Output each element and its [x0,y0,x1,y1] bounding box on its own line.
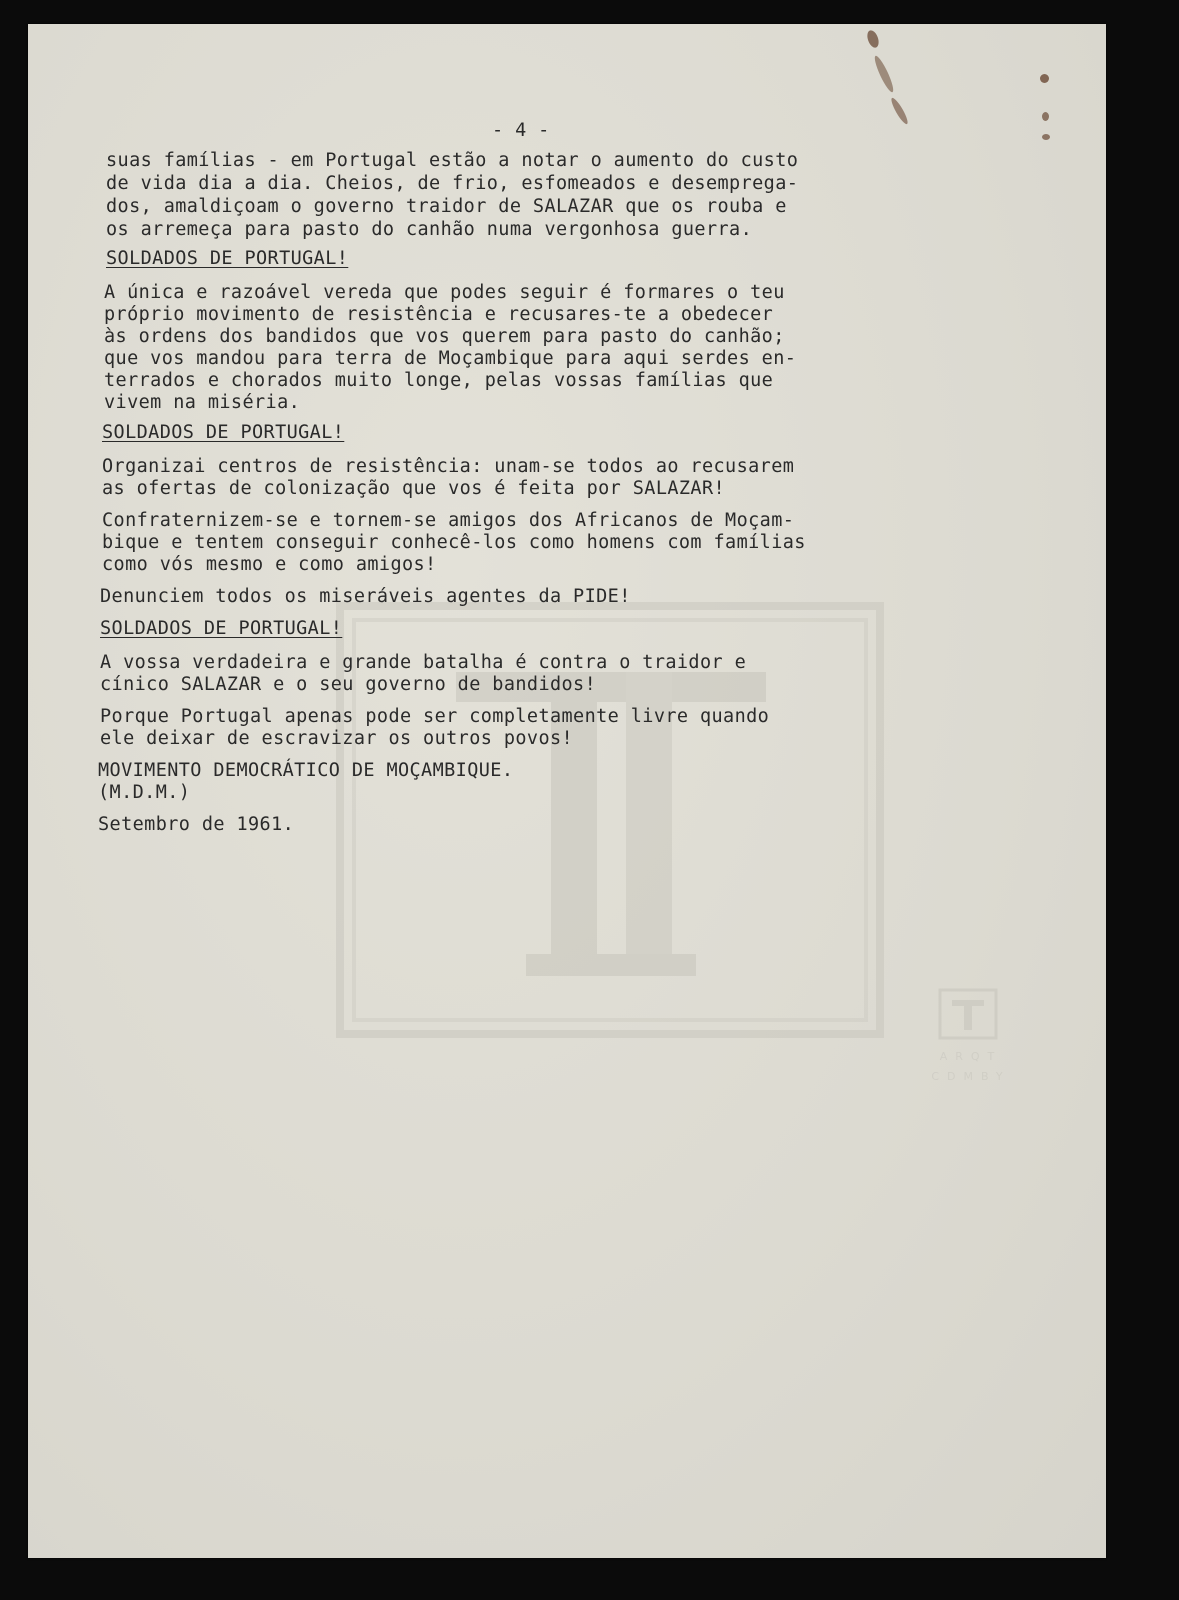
stamp-text-2: CDMBY [931,1070,1011,1083]
body-line: dos, amaldiçoam o governo traidor de SALAZAR que os rouba e [106,196,787,217]
rust-stain [1042,112,1049,121]
body-line: os arremeça para pasto do canhão numa vergonhosa guerra. [106,219,753,240]
rust-stain [1040,74,1049,83]
section-heading: SOLDADOS DE PORTUGAL! [106,248,349,269]
rust-stain [1042,134,1050,140]
body-line: A única e razoável vereda que podes seguir é formares o teu [104,282,785,303]
body-line: às ordens dos bandidos que vos querem para pasto do canhão; [104,326,785,347]
body-line: Confraternizem-se e tornem-se amigos dos Africanos de Moçam- [102,510,795,531]
document-date: Setembro de 1961. [98,814,295,835]
rust-stain [889,96,910,125]
body-line: bique e tentem conseguir conhecê-los como homens com famílias [102,532,806,553]
body-line: próprio movimento de resistência e recusares-te a obedecer [104,304,774,325]
body-line: as ofertas de colonização que vos é feita por SALAZAR! [102,478,726,499]
document-page [28,24,1106,1558]
body-line: como vós mesmo e como amigos! [102,554,437,575]
signature-organization: MOVIMENTO DEMOCRÁTICO DE MOÇAMBIQUE. [98,760,514,781]
body-line: Organizai centros de resistência: unam-se todos ao recusarem [102,456,795,477]
body-line: terrados e chorados muito longe, pelas vossas famílias que [104,370,774,391]
section-heading: SOLDADOS DE PORTUGAL! [102,422,345,443]
typed-body [100,120,860,880]
body-line: ele deixar de escravizar os outros povos! [100,728,574,749]
body-line: A vossa verdadeira e grande batalha é contra o traidor e [100,652,747,673]
watermark-stamp [926,986,1016,1108]
section-heading: SOLDADOS DE PORTUGAL! [100,618,343,639]
rust-stain [865,29,881,49]
signature-acronym: (M.D.M.) [98,782,191,803]
rust-stain [872,54,896,94]
body-line: vivem na miséria. [104,392,301,413]
body-line: suas famílias - em Portugal estão a notar o aumento do custo [106,150,799,171]
page-number: - 4 - [492,120,550,141]
body-line: Denunciem todos os miseráveis agentes da PIDE! [100,586,631,607]
body-line: de vida dia a dia. Cheios, de frio, esfomeados e desemprega- [106,173,799,194]
stamp-text-1: ARQT [939,1050,1003,1063]
body-line: que vos mandou para terra de Moçambique para aqui serdes en- [104,348,797,369]
stamp-icon [926,986,1016,1042]
body-line: Porque Portugal apenas pode ser completamente livre quando [100,706,770,727]
body-line: cínico SALAZAR e o seu governo de bandidos! [100,674,597,695]
